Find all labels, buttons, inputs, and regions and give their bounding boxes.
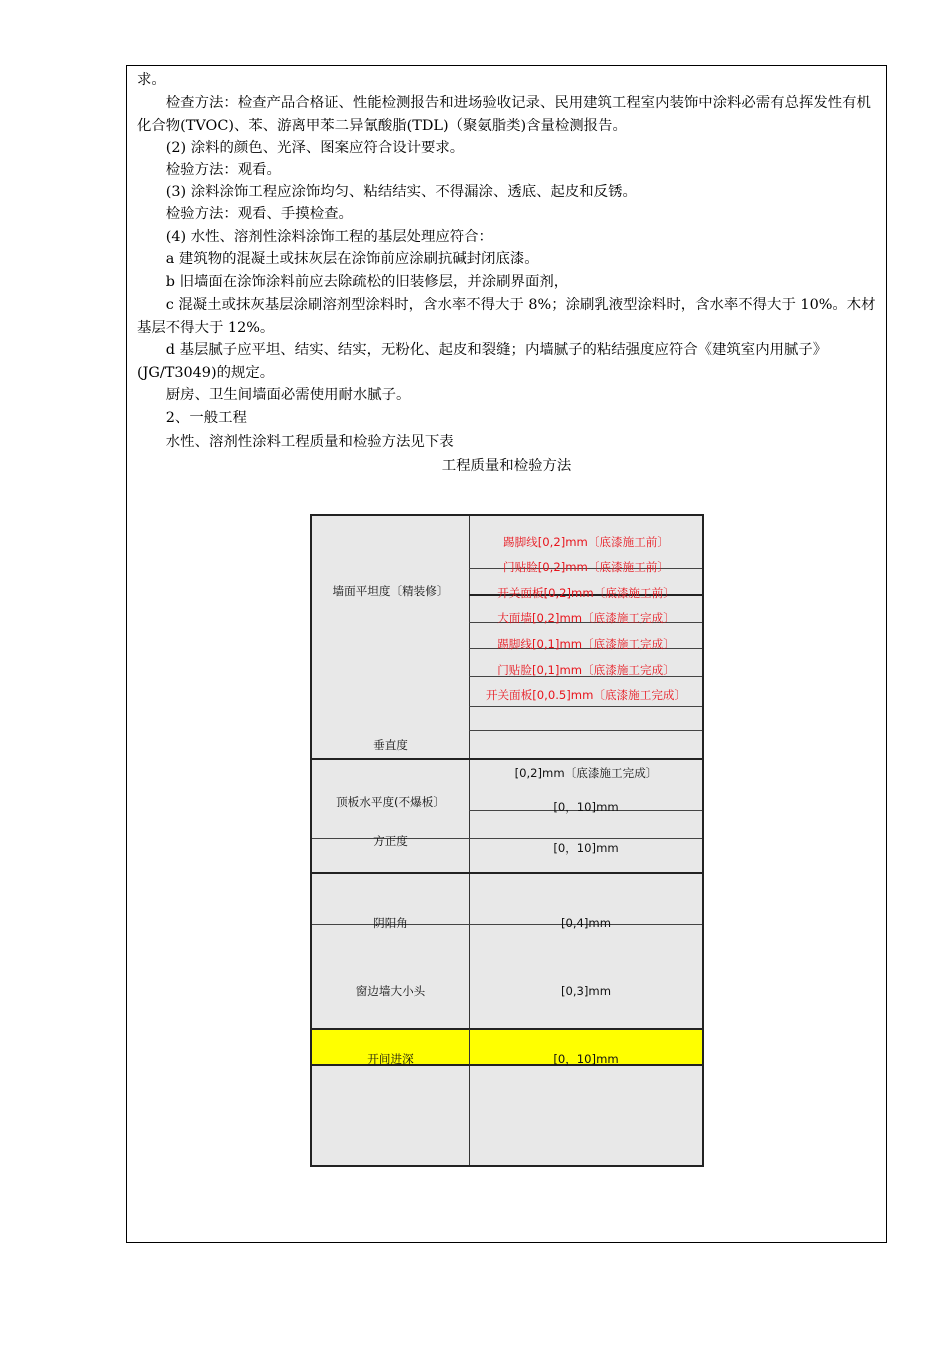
paragraph-5: 检验方法：观看、手摸检查。 [137, 206, 353, 222]
table-title: 工程质量和检验方法 [441, 458, 572, 474]
row-line [469, 730, 702, 731]
paragraph-11: 厨房、卫生间墙面必需使用耐水腻子。 [137, 387, 411, 403]
paragraph-12: 2、一般工程 [137, 410, 247, 426]
wall-flatness-value: 门贴脸[0,1]mm〔底漆施工完成〕 [497, 663, 675, 677]
paragraph-0: 求。 [137, 72, 166, 88]
paragraph-6: (4) 水性、溶剂性涂料涂饰工程的基层处理应符合： [137, 229, 493, 245]
paragraph-3: 检验方法：观看。 [137, 162, 281, 178]
ceiling-level-value: [0,2]mm〔底漆施工完成〕 [514, 766, 658, 780]
row-line [469, 706, 702, 707]
label-ceiling-level: 顶板水平度(不爆板〕 [336, 795, 445, 809]
label-window-head: 窗边墙大小头 [355, 984, 426, 998]
label-corner: 阴阳角 [373, 916, 408, 930]
paragraph-8: b 旧墙面在涂饰涂料前应去除疏松的旧装修层，并涂刷界面剂， [137, 274, 569, 290]
corner-value: [0,4]mm [560, 916, 612, 930]
wall-flatness-value: 开关面板[0,2]mm〔底漆施工前〕 [497, 586, 675, 600]
ceiling-level-value-2: [0，10]mm [553, 800, 619, 814]
label-squareness: 方正度 [373, 834, 408, 848]
row-line [312, 1028, 702, 1030]
squareness-value: [0，10]mm [553, 841, 619, 855]
paragraph-9: c 混凝土或抹灰基层涂刷溶剂型涂料时，含水率不得大于 8%；涂刷乳液型涂料时，含水率不得大于 10%。木材基层不得大于 12%。 [137, 297, 876, 336]
label-wall-flatness: 墙面平坦度〔精装修〕 [332, 584, 449, 598]
wall-flatness-value: 踢脚线[0,2]mm〔底漆施工前〕 [502, 535, 669, 549]
paragraph-7: a 建筑物的混凝土或抹灰层在涂饰前应涂刷抗碱封闭底漆。 [137, 251, 539, 267]
quality-table [310, 514, 704, 1167]
room-depth-value: [0，10]mm [553, 1052, 619, 1066]
row-line [312, 872, 702, 874]
paragraph-10: d 基层腻子应平坦、结实、结实，无粉化、起皮和裂缝；内墙腻子的粘结强度应符合《建筑室内用腻子》(JG/T3049)的规定。 [137, 342, 828, 381]
paragraph-13: 水性、溶剂性涂料工程质量和检验方法见下表 [137, 434, 454, 450]
paragraph-4: (3) 涂料涂饰工程应涂饰均匀、粘结结实、不得漏涂、透底、起皮和反锈。 [137, 184, 637, 200]
label-room-depth: 开间进深 [367, 1052, 414, 1066]
wall-flatness-value: 踢脚线[0,1]mm〔底漆施工完成〕 [497, 637, 675, 651]
paragraph-1: 检查方法：检查产品合格证、性能检测报告和进场验收记录、民用建筑工程室内装饰中涂料必需有总挥发性有机化合物(TVOC)、苯、游离甲苯二异氰酸脂(TDL)（聚氨脂类)含量检测报告。 [137, 95, 871, 134]
wall-flatness-value: 开关面板[0,0.5]mm〔底漆施工完成〕 [485, 688, 687, 702]
row-line [312, 758, 702, 760]
wall-flatness-value: 大面墙[0,2]mm〔底漆施工完成〕 [497, 611, 675, 625]
label-verticality: 垂直度 [373, 738, 408, 752]
window-head-value: [0,3]mm [560, 984, 612, 998]
wall-flatness-value: 门贴脸[0,2]mm〔底漆施工前〕 [502, 560, 669, 574]
paragraph-2: (2) 涂料的颜色、光泽、图案应符合设计要求。 [137, 140, 465, 156]
